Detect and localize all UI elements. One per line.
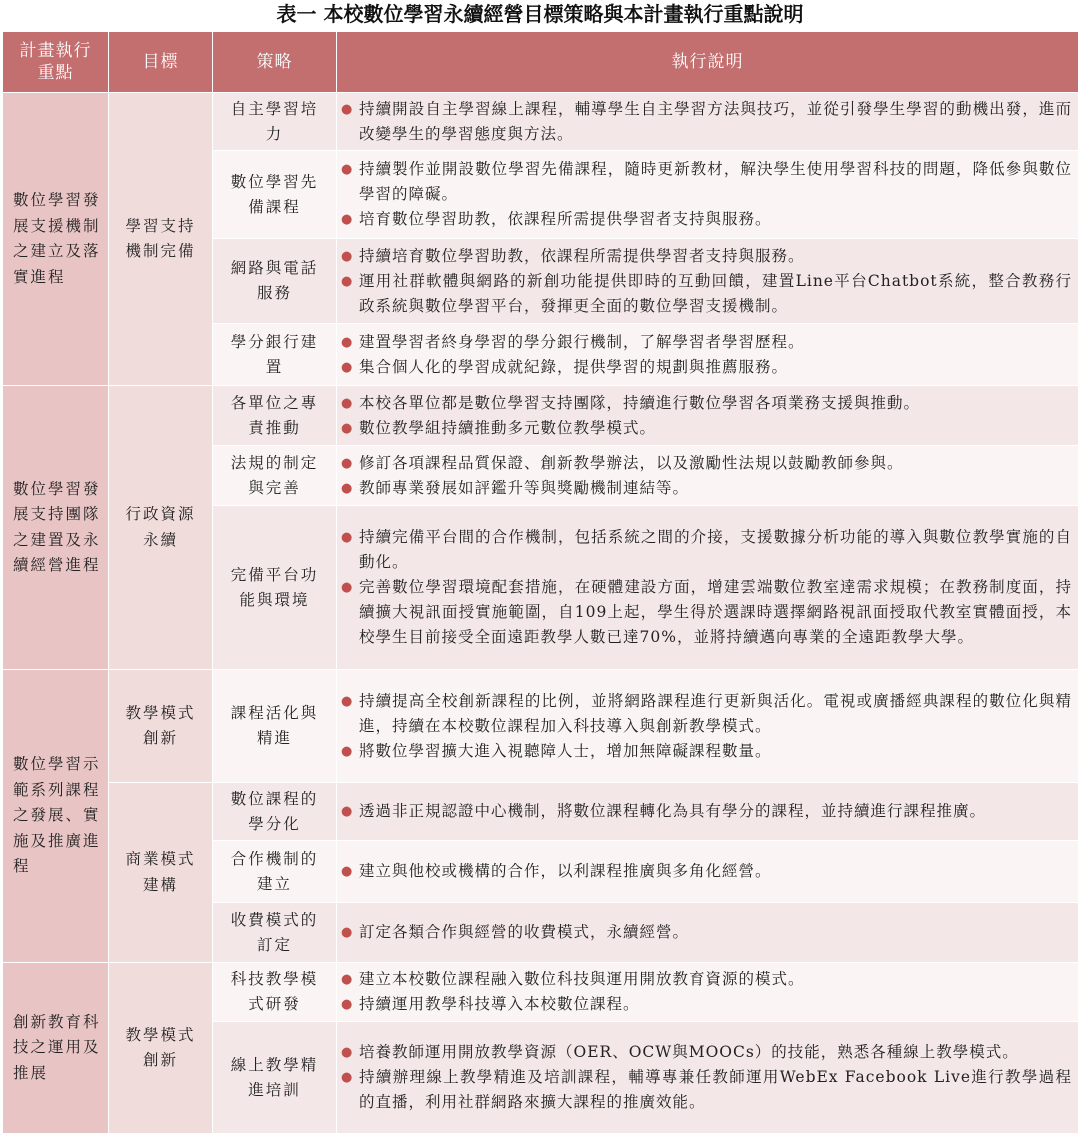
description-cell bbox=[337, 963, 1079, 1022]
strategy-cell bbox=[213, 446, 337, 506]
table-row bbox=[3, 783, 1079, 841]
description-cell bbox=[337, 841, 1079, 903]
execution-area-cell: 數位學習示範系列課程之發展、實施及推廣進程 bbox=[3, 670, 109, 963]
strategy-cell bbox=[213, 386, 337, 446]
bullet-text: 修訂各項課程品質保證、創新教學辦法，以及激勵性法規以鼓勵教師參與。 bbox=[359, 453, 904, 472]
bullet-icon: ● bbox=[341, 693, 354, 709]
strategy-text: 線上教學精進培訓 bbox=[230, 1055, 319, 1099]
description-cell bbox=[337, 903, 1079, 963]
strategy-table bbox=[2, 31, 1079, 1134]
goal-text: 商業模式建構 bbox=[125, 850, 196, 894]
bullet-text: 透過非正規認證中心機制，將數位課程轉化為具有學分的課程，並持續進行課程推廣。 bbox=[359, 802, 987, 820]
strategy-text: 合作機制的建立 bbox=[230, 849, 319, 893]
strategy-cell bbox=[213, 506, 337, 670]
bullet-icon: ● bbox=[341, 212, 354, 227]
strategy-cell bbox=[213, 239, 337, 324]
bullet-icon: ● bbox=[341, 420, 354, 436]
strategy-cell bbox=[213, 151, 337, 239]
page-title: 表一 本校數位學習永續經營目標策略與本計畫執行重點說明 bbox=[276, 2, 804, 26]
bullet-item bbox=[341, 689, 1072, 739]
strategy-cell bbox=[213, 841, 337, 903]
strategy-text: 自主學習培力 bbox=[230, 99, 319, 143]
bullet-icon: ● bbox=[341, 334, 354, 350]
execution-area-cell: 數位學習發展支援機制之建立及落實進程 bbox=[3, 93, 109, 386]
bullet-text: 完善數位學習環境配套措施，在硬體建設方面，增建雲端數位教室達需求規模；在教務制度面，持續擴大視訊面授實施範圍，自109上起，學生得於選課時選擇網路視訊面授取代教室實體面授，本校學生目前接受全面遠距教學人數已達70%，並將持續邁向專業的全遠距教學大學。 bbox=[359, 578, 1072, 646]
table-row bbox=[3, 93, 1079, 151]
bullet-item bbox=[341, 799, 1072, 824]
goal-cell bbox=[109, 670, 213, 783]
bullet-icon: ● bbox=[341, 273, 354, 289]
execution-area-cell: 數位學習發展支持團隊之建置及永續經營進程 bbox=[3, 386, 109, 670]
description-cell bbox=[337, 506, 1079, 670]
strategy-text: 學分銀行建置 bbox=[230, 332, 319, 376]
bullet-item bbox=[341, 330, 1072, 355]
bullet-text: 訂定各類合作與經營的收費模式，永續經營。 bbox=[359, 923, 690, 941]
bullet-item bbox=[341, 269, 1072, 319]
table-row bbox=[3, 670, 1079, 783]
bullet-text: 持續提高全校創新課程的比例，並將網路課程進行更新與活化。電視或廣播經典課程的數位化與精進，持續在本校數位課程加入科技導入與創新教學模式。 bbox=[359, 691, 1072, 735]
execution-area-cell: 創新教育科技之運用及推展 bbox=[3, 963, 109, 1134]
bullet-item bbox=[341, 97, 1072, 147]
bullet-icon: ● bbox=[341, 997, 354, 1012]
bullet-text: 持續運用教學科技導入本校數位課程。 bbox=[359, 995, 640, 1013]
bullet-text: 數位教學組持續推動多元數位教學模式。 bbox=[359, 418, 657, 437]
goal-text: 教學模式創新 bbox=[125, 703, 196, 747]
bullet-icon: ● bbox=[341, 395, 354, 411]
bullet-item bbox=[341, 355, 1072, 380]
strategy-cell bbox=[213, 324, 337, 386]
bullet-item bbox=[341, 391, 1072, 416]
goal-cell bbox=[109, 93, 213, 386]
bullet-text: 建置學習者終身學習的學分銀行機制，了解學習者學習歷程。 bbox=[359, 332, 805, 351]
description-cell bbox=[337, 446, 1079, 506]
bullet-text: 培養教師運用開放教學資源（OER、OCW與MOOCs）的技能，熟悉各種線上教學模式。 bbox=[359, 1043, 1019, 1061]
bullet-icon: ● bbox=[341, 743, 354, 759]
strategy-cell bbox=[213, 903, 337, 963]
bullet-text: 教師專業發展如評鑑升等與獎勵機制連結等。 bbox=[359, 478, 690, 497]
bullet-text: 本校各單位都是數位學習支持團隊，持續進行數位學習各項業務支援與推動。 bbox=[359, 393, 921, 412]
strategy-text: 數位課程的學分化 bbox=[230, 789, 319, 833]
bullet-icon: ● bbox=[341, 101, 354, 117]
header-strategy: 策略 bbox=[213, 32, 337, 93]
header-goal: 目標 bbox=[109, 32, 213, 93]
bullet-item bbox=[341, 1040, 1072, 1065]
strategy-text: 科技教學模式研發 bbox=[230, 970, 319, 1013]
bullet-text: 集合個人化的學習成就紀錄，提供學習的規劃與推薦服務。 bbox=[359, 357, 789, 376]
goal-cell bbox=[109, 386, 213, 670]
bullet-icon: ● bbox=[341, 162, 354, 177]
bullet-item bbox=[341, 967, 1072, 992]
bullet-item bbox=[341, 157, 1072, 207]
strategy-text: 課程活化與精進 bbox=[230, 704, 319, 747]
description-cell bbox=[337, 324, 1079, 386]
description-cell bbox=[337, 670, 1079, 783]
table-row bbox=[3, 386, 1079, 446]
description-cell bbox=[337, 151, 1079, 239]
strategy-text: 法規的制定與完善 bbox=[230, 453, 319, 497]
goal-text: 教學模式創新 bbox=[125, 1025, 196, 1069]
bullet-item bbox=[341, 207, 1072, 232]
bullet-icon: ● bbox=[341, 864, 354, 879]
bullet-icon: ● bbox=[341, 972, 354, 987]
bullet-item bbox=[341, 476, 1072, 501]
strategy-cell bbox=[213, 93, 337, 151]
header-desc: 執行說明 bbox=[337, 32, 1079, 93]
bullet-text: 建立與他校或機構的合作，以利課程推廣與多角化經營。 bbox=[359, 862, 772, 880]
bullet-item bbox=[341, 451, 1072, 476]
bullet-icon: ● bbox=[341, 359, 354, 375]
bullet-text: 將數位學習擴大進入視聽障人士，增加無障礙課程數量。 bbox=[359, 741, 772, 760]
bullet-item bbox=[341, 575, 1072, 650]
header-row bbox=[3, 32, 1079, 93]
bullet-icon: ● bbox=[341, 248, 354, 264]
strategy-cell bbox=[213, 1022, 337, 1134]
bullet-icon: ● bbox=[341, 455, 354, 471]
bullet-icon: ● bbox=[341, 1070, 354, 1085]
bullet-icon: ● bbox=[341, 530, 354, 545]
strategy-text: 數位學習先備課程 bbox=[230, 172, 319, 216]
strategy-cell bbox=[213, 783, 337, 841]
bullet-item bbox=[341, 859, 1072, 884]
table-row bbox=[3, 963, 1079, 1022]
bullet-item bbox=[341, 525, 1072, 575]
goal-cell bbox=[109, 783, 213, 963]
strategy-cell bbox=[213, 963, 337, 1022]
bullet-icon: ● bbox=[341, 480, 354, 496]
bullet-text: 培育數位學習助教，依課程所需提供學習者支持與服務。 bbox=[359, 210, 772, 228]
bullet-item bbox=[341, 920, 1072, 945]
goal-text: 學習支持機制完備 bbox=[125, 216, 196, 260]
bullet-item bbox=[341, 416, 1072, 441]
bullet-icon: ● bbox=[341, 1045, 354, 1060]
bullet-text: 持續培育數位學習助教，依課程所需提供學習者支持與服務。 bbox=[359, 246, 805, 265]
description-cell bbox=[337, 783, 1079, 841]
strategy-text: 收費模式的訂定 bbox=[230, 910, 319, 954]
strategy-text: 各單位之專責推動 bbox=[230, 393, 319, 437]
bullet-text: 持續開設自主學習線上課程，輔導學生自主學習方法與技巧，並從引發學生學習的動機出發，進而改變學生的學習態度與方法。 bbox=[359, 99, 1072, 143]
goal-cell bbox=[109, 963, 213, 1134]
strategy-text: 網路與電話服務 bbox=[230, 259, 319, 302]
bullet-text: 持續製作並開設數位學習先備課程，隨時更新教材，解決學生使用學習科技的問題，降低參與數位學習的障礙。 bbox=[359, 160, 1072, 203]
bullet-item bbox=[341, 739, 1072, 764]
bullet-item bbox=[341, 244, 1072, 269]
bullet-icon: ● bbox=[341, 580, 354, 595]
bullet-item bbox=[341, 992, 1072, 1017]
bullet-icon: ● bbox=[341, 804, 354, 819]
description-cell bbox=[337, 386, 1079, 446]
description-cell bbox=[337, 239, 1079, 324]
description-cell bbox=[337, 93, 1079, 151]
description-cell bbox=[337, 1022, 1079, 1134]
bullet-text: 持續完備平台間的合作機制，包括系統之間的介接，支援數據分析功能的導入與數位教學實施的自動化。 bbox=[359, 528, 1072, 571]
bullet-item bbox=[341, 1065, 1072, 1115]
bullet-text: 建立本校數位課程融入數位科技與運用開放教育資源的模式。 bbox=[359, 970, 805, 988]
strategy-text: 完備平台功能與環境 bbox=[230, 565, 319, 609]
bullet-text: 持續辦理線上教學精進及培訓課程，輔導專兼任教師運用WebEx Facebook Live進行教學過程的直播，利用社群網路來擴大課程的推廣效能。 bbox=[359, 1068, 1072, 1111]
goal-text: 行政資源永續 bbox=[125, 505, 196, 549]
header-area: 計畫執行重點 bbox=[3, 32, 109, 93]
strategy-cell bbox=[213, 670, 337, 783]
bullet-text: 運用社群軟體與網路的新創功能提供即時的互動回饋，建置Line平台Chatbot系統，整合教務行政系統與數位學習平台，發揮更全面的數位學習支援機制。 bbox=[359, 271, 1072, 315]
bullet-icon: ● bbox=[341, 925, 354, 940]
